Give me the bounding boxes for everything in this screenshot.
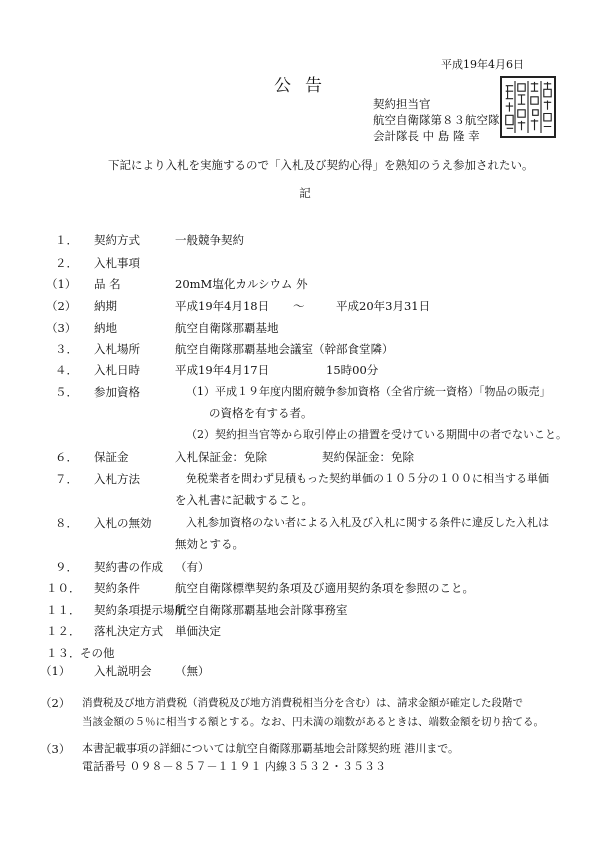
item-1-label: 契約方式: [94, 233, 140, 247]
item-10-number: １０．: [46, 581, 81, 595]
item-10-label: 契約条件: [94, 581, 140, 595]
item-2-3-number: （3）: [46, 321, 77, 335]
issuer-unit: 航空自衛隊第８３航空隊: [373, 113, 500, 127]
item-2-1-number: （1）: [46, 277, 77, 291]
item-1-number: １．: [55, 233, 78, 247]
item-13-1-number: （1）: [40, 664, 71, 678]
item-9-value: （有）: [175, 560, 210, 574]
item-2-3-value: 航空自衛隊那覇基地: [175, 321, 279, 335]
contact-line1: 本書記載事項の詳細については航空自衛隊那覇基地会計隊契約班 港川まで。: [82, 742, 460, 755]
official-seal: [500, 76, 556, 138]
bid-method-line2: を入札書に記載すること。: [175, 493, 313, 507]
item-7-label: 入札方法: [94, 472, 140, 486]
seal-pattern: [502, 78, 554, 136]
delivery-separator: ～: [293, 299, 305, 313]
bid-deposit: 入札保証金：免除: [175, 450, 267, 464]
issuer-title: 契約担当官: [373, 97, 431, 111]
bid-date: 平成19年4月17日: [175, 363, 270, 377]
contract-deposit: 契約保証金：免除: [322, 450, 414, 464]
item-13-label: その他: [80, 646, 115, 660]
item-11-label: 契約条項提示場所: [94, 603, 186, 617]
item-2-2-number: （2）: [46, 299, 77, 313]
item-9-label: 契約書の作成: [94, 560, 163, 574]
issuer-name: 会計隊長 中 島 隆 幸: [373, 129, 480, 143]
item-2-3-label: 納地: [94, 321, 117, 335]
item-12-value: 単価決定: [175, 624, 221, 638]
tax-line1: 消費税及び地方消費税（消費税及び地方消費税相当分を含む）は、請求金額が確定した段階で: [82, 697, 523, 709]
item-13-3-number: （3）: [40, 742, 71, 756]
qualification-2: （2）契約担当官等から取引停止の措置を受けている期間中の者でないこと。: [186, 428, 567, 441]
item-11-value: 航空自衛隊那覇基地会計隊事務室: [175, 603, 348, 617]
intro-text: 下記により入札を実施するので「入札及び契約心得」を熟知のうえ参加されたい。: [108, 158, 534, 172]
item-13-2-number: （2）: [40, 696, 71, 710]
tax-line2: 当該金額の５％に相当する額とする。なお、円未満の端数があるときは、端数金額を切り捨てる。: [82, 716, 544, 728]
contact-phone: 電話番号 ０９８－８５７－１１９１ 内線３５３２・３５３３: [82, 760, 386, 773]
item-8-number: ８．: [55, 516, 78, 530]
item-2-2-label: 納期: [94, 299, 117, 313]
item-2-number: ２．: [55, 256, 78, 270]
bid-method-line1: 免税業者を問わず見積もった契約単価の１０５分の１００に相当する単価: [186, 472, 549, 485]
delivery-start: 平成19年4月18日: [175, 299, 270, 313]
item-1-value: 一般競争契約: [175, 233, 244, 247]
item-5-number: ５．: [55, 385, 78, 399]
item-6-label: 保証金: [94, 450, 129, 464]
invalid-bid-line2: 無効とする。: [175, 537, 244, 551]
item-13-1-value: （無）: [175, 664, 210, 678]
notice-title: 公告: [274, 76, 336, 96]
item-2-1-value: 20mM塩化カルシウム 外: [175, 277, 308, 291]
item-5-label: 参加資格: [94, 385, 140, 399]
item-8-label: 入札の無効: [94, 516, 152, 530]
item-3-label: 入札場所: [94, 342, 140, 356]
qualification-1: （1）平成１９年度内閣府競争参加資格（全省庁統一資格）「物品の販売」: [186, 385, 551, 398]
item-4-number: ４．: [55, 363, 78, 377]
item-4-label: 入札日時: [94, 363, 140, 377]
item-3-value: 航空自衛隊那覇基地会議室（幹部食堂隣）: [175, 342, 394, 356]
item-9-number: ９．: [55, 560, 78, 574]
item-6-number: ６．: [55, 450, 78, 464]
item-3-number: ３．: [55, 342, 78, 356]
item-13-1-label: 入札説明会: [94, 664, 152, 678]
invalid-bid-line1: 入札参加資格のない者による入札及び入札に関する条件に違反した入札は: [186, 516, 549, 529]
item-12-number: １２．: [46, 624, 81, 638]
item-2-1-label: 品 名: [94, 277, 121, 291]
item-7-number: ７．: [55, 472, 78, 486]
item-12-label: 落札決定方式: [94, 624, 163, 638]
item-10-value: 航空自衛隊標準契約条項及び適用契約条項を参照のこと。: [175, 581, 474, 595]
item-13-number: １３．: [46, 646, 81, 660]
qualification-1-cont: の資格を有する者。: [209, 406, 313, 420]
item-11-number: １１．: [46, 603, 81, 617]
ki-heading: 記: [299, 186, 311, 200]
delivery-end: 平成20年3月31日: [336, 299, 431, 313]
notice-date: 平成19年4月6日: [441, 58, 524, 71]
bid-time: 15時00分: [326, 363, 379, 377]
item-2-label: 入札事項: [94, 256, 140, 270]
